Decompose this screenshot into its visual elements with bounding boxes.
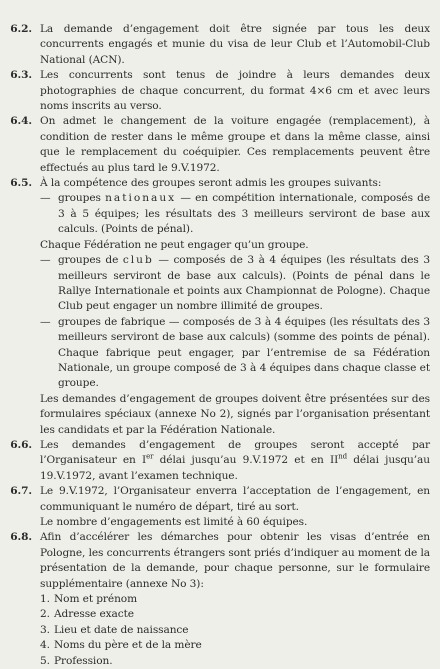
- federation-note: Chaque Fédération ne peut engager qu’un groupe.: [40, 238, 309, 251]
- section-6-6: [0, 438, 430, 484]
- section-6-7: [0, 484, 430, 530]
- section-outro: Les demandes d’engagement de groupes doivent être présentées sur des formulaires spéciaux (annexe No 2), signés par l’organisation présentant les candidats et par la Fédération Nationale.: [40, 392, 430, 436]
- list-item: [40, 592, 430, 607]
- item-keyword: nationaux: [105, 192, 177, 205]
- list-number: 3.: [40, 623, 50, 636]
- section-6-8: [0, 530, 430, 669]
- list-item: [40, 623, 430, 638]
- section-6-3: [0, 68, 430, 114]
- item-text: — composés de 3 à 4 équipes (les résultats des 3 meilleurs serviront de base aux calculs). (Points de pénal dans le Rallye Internationale et points aux Championnat de Pologne). Chaque Club peut engager un nombre illimité de groupes.: [58, 254, 430, 313]
- list-item: [40, 638, 430, 653]
- superscript: nd: [338, 452, 347, 461]
- group-item-national: [40, 191, 430, 237]
- item-text: groupes de: [58, 254, 123, 267]
- list-number: 1.: [40, 593, 50, 606]
- item-text: groupes de fabrique — composés de 3 à 4 équipes (les résultats des 3 meilleurs serviront de base aux calculs) (somme des points de pénal). Chaque fabrique peut engager, par l’entremise de sa Fédération Nationale, un groupe composé de 3 à 4 équipes dans chaque classe et groupe.: [58, 315, 430, 390]
- section-text: La demande d’engagement doit être signée par tous les deux concurrents engagés et munie du visa de leur Club et l’Automobil-Club National (ACN).: [40, 23, 430, 66]
- dash-mark: —: [40, 315, 51, 328]
- item-text: — en compétition internationale, composés de 3 à 5 équipes; les résultats des 3 meilleurs serviront de base aux calculs. (Points de pénal).: [58, 192, 430, 236]
- section-text: Le 9.V.1972, l’Organisateur enverra l’acceptation de l’engagement, en communiquant le numéro de départ, tiré au sort.: [40, 485, 430, 513]
- section-number: 6.8.: [10, 531, 32, 544]
- required-info-list: [40, 592, 430, 669]
- text-part: Les demandes d’engagement de groupes seront accepté par l’Organisateur en I: [40, 438, 430, 467]
- section-6-4: [0, 114, 430, 176]
- list-number: 4.: [40, 639, 50, 652]
- list-text: Noms du père et de la mère: [54, 639, 202, 652]
- section-text: [40, 438, 430, 484]
- list-text: Profession.: [54, 654, 113, 667]
- section-intro: À la compétence des groupes seront admis les groupes suivants:: [40, 177, 382, 190]
- list-number: 2.: [40, 608, 50, 621]
- section-number: 6.7.: [10, 485, 32, 498]
- list-item: [40, 654, 430, 669]
- section-6-5: [0, 176, 430, 438]
- text-part: délai jusqu’au 19.V.1972, avant l’examen technique.: [40, 454, 430, 482]
- list-text: Adresse exacte: [54, 608, 134, 621]
- list-text: Lieu et date de naissance: [54, 623, 189, 636]
- group-item-club: [40, 253, 430, 315]
- list-text: Nom et prénom: [54, 593, 138, 606]
- text-part: délai jusqu’au 9.V.1972 et en II: [153, 454, 339, 467]
- item-text: groupes: [58, 192, 106, 205]
- superscript: er: [146, 452, 154, 461]
- dash-mark: —: [40, 254, 51, 267]
- section-text: On admet le changement de la voiture engagée (remplacement), à condition de rester dans le même groupe et dans la même classe, ainsi que le remplacement du coéquipier. Ces remplacements peuvent être effectués au plus tard le 9.V.1972.: [40, 115, 430, 174]
- section-text-limit: Le nombre d’engagements est limité à 60 équipes.: [40, 516, 308, 528]
- section-number: 6.2.: [10, 23, 32, 35]
- item-keyword: club: [122, 254, 154, 267]
- section-number: 6.4.: [10, 115, 32, 128]
- section-6-2: [0, 22, 430, 68]
- section-text: Afin d’accélérer les démarches pour obtenir les visas d’entrée en Pologne, les concurrents étrangers sont priés d’indiquer au moment de la présentation de la demande, pour chaque personne, sur le formulaire supplémentaire (annexe No 3):: [40, 531, 430, 590]
- list-item: [40, 607, 430, 622]
- list-number: 5.: [40, 654, 50, 667]
- section-number: 6.3.: [10, 69, 32, 82]
- section-number: 6.5.: [10, 177, 32, 190]
- group-item-fabrique: [40, 315, 430, 392]
- section-number: 6.6.: [10, 438, 32, 451]
- section-text: Les concurrents sont tenus de joindre à leurs demandes deux photographies de chaque concurrent, du format 4×6 cm et avec leurs noms inscrits au verso.: [40, 69, 430, 113]
- dash-mark: —: [40, 192, 51, 205]
